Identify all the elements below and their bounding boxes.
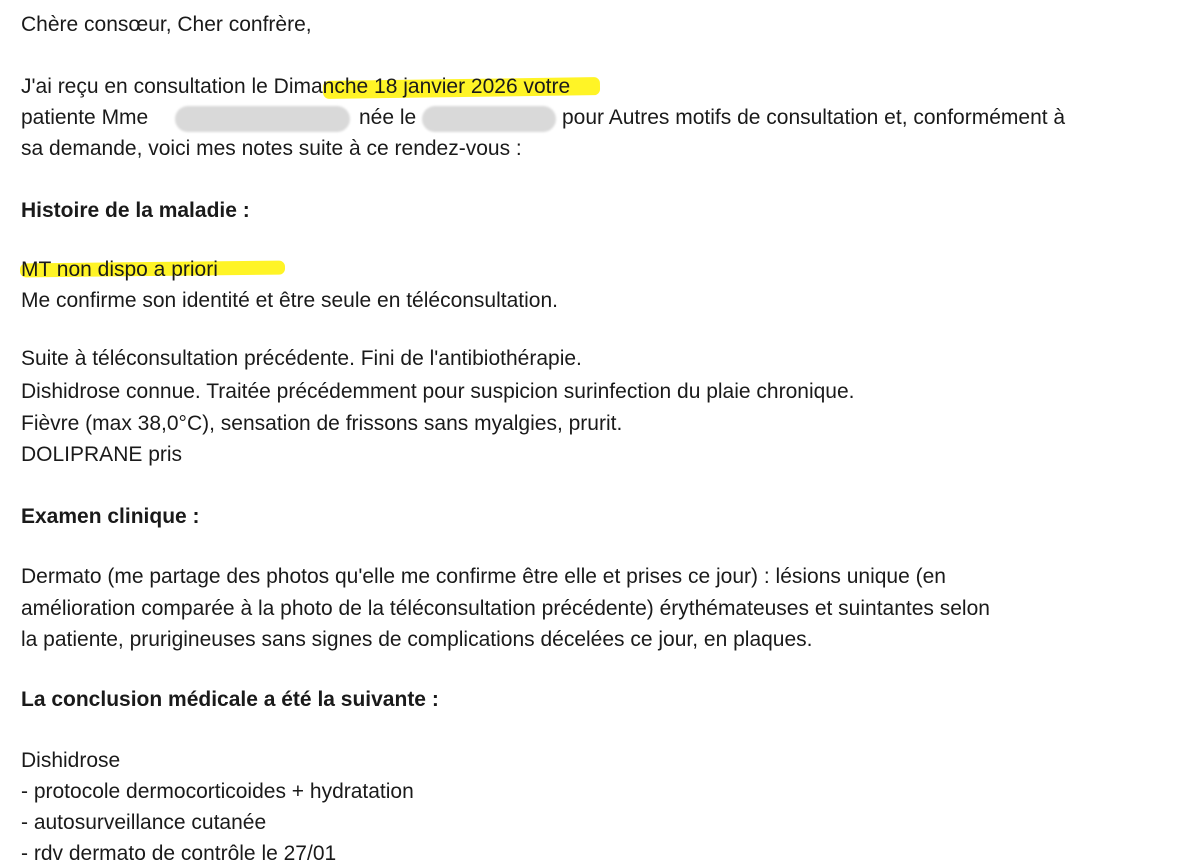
greeting: Chère consœur, Cher confrère, xyxy=(21,13,312,36)
intro-line-2-mid: née le xyxy=(359,106,417,129)
history-line: MT non dispo a priori xyxy=(21,258,218,281)
history-line: Dishidrose connue. Traitée précédemment pour suspicion surinfection du plaie chronique. xyxy=(21,380,855,403)
history-line: DOLIPRANE pris xyxy=(21,443,183,466)
exam-line: amélioration comparée à la photo de la téléconsultation précédente) érythémateuses et suintantes selon xyxy=(21,597,990,620)
conclusion-line: - protocole dermocorticoides + hydratation xyxy=(21,780,414,803)
exam-heading: Examen clinique : xyxy=(21,505,200,528)
exam-line: la patiente, prurigineuses sans signes de complications décelées ce jour, en plaques. xyxy=(21,628,813,651)
conclusion-line: - autosurveillance cutanée xyxy=(21,811,267,834)
intro-line-3: sa demande, voici mes notes suite à ce rendez-vous : xyxy=(21,137,522,160)
history-heading: Histoire de la maladie : xyxy=(21,199,250,222)
exam-line: Dermato (me partage des photos qu'elle me confirme être elle et prises ce jour) : lésions unique (en xyxy=(21,565,946,588)
conclusion-line: Dishidrose xyxy=(21,749,121,772)
intro-line-2-suffix: pour Autres motifs de consultation et, conformément à xyxy=(562,106,1066,129)
conclusion-heading: La conclusion médicale a été la suivante : xyxy=(21,688,439,711)
redacted-patient-name xyxy=(175,106,350,132)
history-line: Suite à téléconsultation précédente. Fini de l'antibiothérapie. xyxy=(21,347,582,370)
history-line: Me confirme son identité et être seule en téléconsultation. xyxy=(21,289,558,312)
conclusion-line: - rdv dermato de contrôle le 27/01 xyxy=(21,842,337,864)
redacted-birthdate xyxy=(422,106,556,132)
intro-line-2-prefix: patiente Mme xyxy=(21,106,149,129)
intro-line-1: J'ai reçu en consultation le Dimanche 18 janvier 2026 votre xyxy=(21,75,571,98)
history-line: Fièvre (max 38,0°C), sensation de frissons sans myalgies, prurit. xyxy=(21,412,623,435)
